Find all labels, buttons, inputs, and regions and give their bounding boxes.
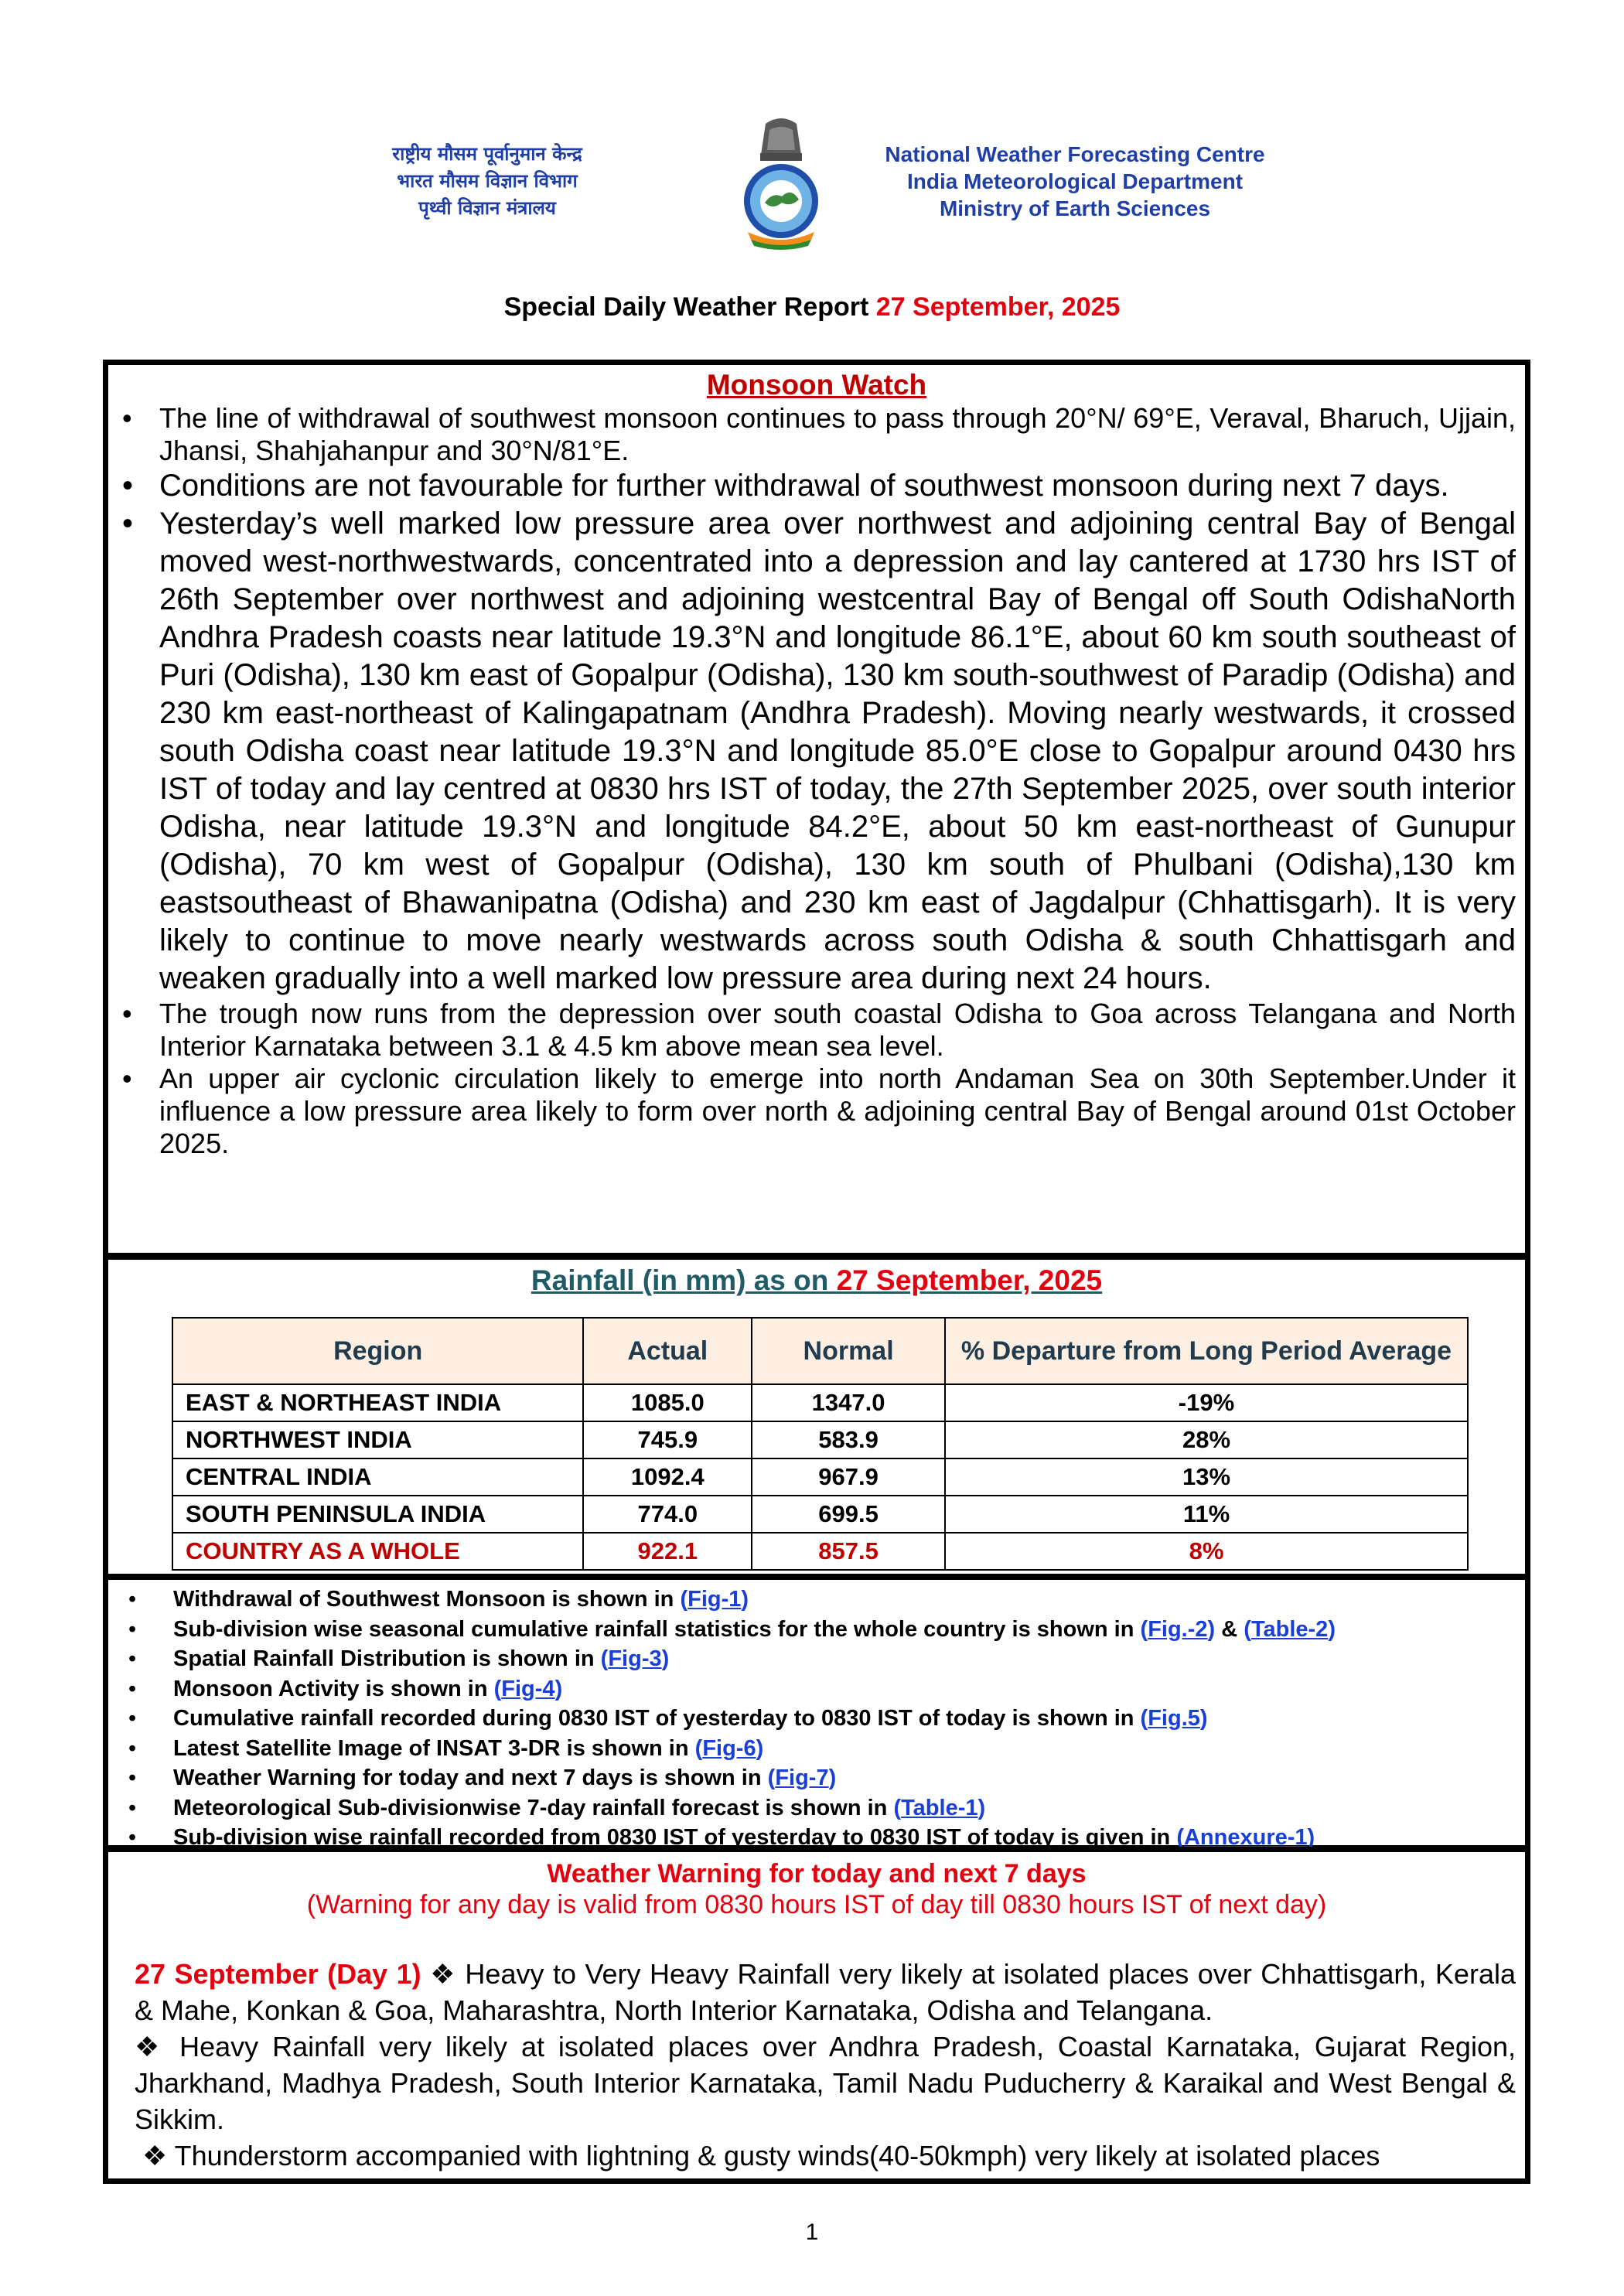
- region-cell: NORTHWEST INDIA: [172, 1421, 583, 1458]
- list-item: • Spatial Rainfall Distribution is shown in (Fig-3): [108, 1644, 1525, 1674]
- list-item: • Cumulative rainfall recorded during 0830 IST of yesterday to 0830 IST of today is shown in (Fig.5): [108, 1704, 1525, 1734]
- header-english-line-3: Ministry of Earth Sciences: [939, 196, 1211, 220]
- normal-cell: 857.5: [752, 1533, 945, 1570]
- actual-cell: 1085.0: [583, 1384, 752, 1421]
- fig-2-link[interactable]: Fig.-2: [1148, 1616, 1208, 1642]
- monsoon-watch-item: • An upper air cyclonic circulation likely to emerge into north Andaman Sea on 30th September.Under it influence a low pressure area likely to form over north & adjoining central Bay of Bengal around 01st October 2025.: [108, 1063, 1516, 1160]
- annexure-1-link[interactable]: Annexure-1: [1183, 1825, 1308, 1850]
- figure-links-section: [103, 1574, 1530, 1851]
- fig-6-link[interactable]: Fig-6: [702, 1735, 756, 1761]
- monsoon-watch-item: • Yesterday’s well marked low pressure area over northwest and adjoining central Bay of Bengal moved west-northwestwards, concentrated into a depression and lay cantered at 1730 hrs IST of 26th September over northwest and adjoining westcentral Bay of Bengal off South OdishaNorth Andhra Pradesh coasts near latitude 19.3°N and longitude 86.1°E, about 60 km south southeast of Puri (Odisha), 130 km east of Gopalpur (Odisha), 130 km south-southwest of Paradip (Odisha) and 230 km east-northeast of Kalingapatnam (Andhra Pradesh). Moving nearly westwards, it crossed south Odisha coast near latitude 19.3°N and longitude 85.0°E close to Gopalpur around 0430 hrs IST of today and lay centred at 0830 hrs IST of today, the 27th September 2025, over south interior Odisha, near latitude 19.3°N and longitude 84.2°E, about 50 km east-northeast of Gunupur (Odisha), 70 km west of Gopalpur (Odisha), 130 km south of Phulbani (Odisha),130 km eastsoutheast of Bhawanipatna (Odisha) and 230 km east of Jagdalpur (Chhattisgarh). It is very likely to continue to move nearly westwards across south Odisha & south Chhattisgarh and weaken gradually into a well marked low pressure area during next 24 hours.: [108, 505, 1516, 998]
- figure-link-text: Spatial Rainfall Distribution is shown in: [173, 1646, 601, 1671]
- figure-link-text: Withdrawal of Southwest Monsoon is shown in: [173, 1587, 681, 1612]
- region-cell: SOUTH PENINSULA INDIA: [172, 1496, 583, 1533]
- rainfall-title-date: 27 September, 2025: [836, 1264, 1103, 1296]
- header-english-line-1: National Weather Forecasting Centre: [885, 142, 1265, 166]
- monsoon-watch-section: [103, 360, 1530, 1258]
- departure-cell: 13%: [945, 1458, 1468, 1496]
- header-hindi-line-2: भारत मौसम विज्ञान विभाग: [397, 170, 578, 192]
- column-header: Normal: [752, 1318, 945, 1384]
- departure-cell: 11%: [945, 1496, 1468, 1533]
- weather-warning-subtitle: (Warning for any day is valid from 0830 hours IST of day till 0830 hours IST of next day): [306, 1890, 1327, 1919]
- warning-text: Heavy Rainfall very likely at isolated places over Andhra Pradesh, Coastal Karnataka, Gujarat Region, Jharkhand, Madhya Pradesh, South Interior Karnataka, Tamil Nadu Puducherry & Karaikal and West Bengal & Sikkim.: [135, 2031, 1516, 2135]
- report-title-prefix: Special Daily Weather Report: [503, 292, 876, 322]
- region-cell: EAST & NORTHEAST INDIA: [172, 1384, 583, 1421]
- figure-link-text: Latest Satellite Image of INSAT 3-DR is shown in: [173, 1735, 695, 1761]
- list-item: • Sub-division wise seasonal cumulative rainfall statistics for the whole country is shown in (Fig.-2) & (Table-2): [108, 1615, 1525, 1645]
- table-row: [172, 1496, 1468, 1533]
- warning-text: Heavy to Very Heavy Rainfall very likely at isolated places over Chhattisgarh, Kerala & Mahe, Konkan & Goa, Maharashtra, North Interior Karnataka, Odisha and Telangana.: [135, 1958, 1516, 2026]
- table-row: [172, 1458, 1468, 1496]
- warning-paragraph: [135, 1956, 1516, 2028]
- normal-cell: 583.9: [752, 1421, 945, 1458]
- region-cell: CENTRAL INDIA: [172, 1458, 583, 1496]
- weather-warning-section: [103, 1847, 1530, 2184]
- figure-link-text: Sub-division wise seasonal cumulative rainfall statistics for the whole country is shown in: [173, 1616, 1141, 1642]
- actual-cell: 922.1: [583, 1533, 752, 1570]
- header-english-block: [851, 141, 1299, 222]
- figure-link-text: Cumulative rainfall recorded during 0830 IST of yesterday to 0830 IST of today is shown in: [173, 1706, 1141, 1731]
- column-header: Region: [172, 1318, 583, 1384]
- header-hindi-line-1: राष्ट्रीय मौसम पूर्वानुमान केन्द्र: [392, 143, 582, 165]
- weather-warning-body: [135, 1956, 1516, 2174]
- monsoon-watch-item: • The line of withdrawal of southwest monsoon continues to pass through 20°N/ 69°E, Veraval, Bharuch, Ujjain, Jhansi, Shahjahanpur and 30°N/81°E.: [108, 402, 1516, 467]
- rainfall-table: [172, 1317, 1469, 1571]
- warning-day-label: 27 September (Day 1): [135, 1958, 421, 1990]
- list-item: • Weather Warning for today and next 7 days is shown in (Fig-7): [108, 1763, 1525, 1793]
- table-row: [172, 1421, 1468, 1458]
- column-header: Actual: [583, 1318, 752, 1384]
- rainfall-title-prefix: Rainfall (in mm) as on: [531, 1264, 837, 1296]
- monsoon-watch-item: • The trough now runs from the depression over south coastal Odisha to Goa across Telangana and North Interior Karnataka between 3.1 & 4.5 km above mean sea level.: [108, 998, 1516, 1063]
- monsoon-watch-list: [108, 402, 1525, 1160]
- diamond-bullet-icon: ❖: [142, 2140, 168, 2171]
- table-row: [172, 1384, 1468, 1421]
- fig-3-link[interactable]: Fig-3: [608, 1646, 662, 1671]
- warning-paragraph: [135, 2137, 1516, 2174]
- rainfall-table-header-row: [172, 1318, 1468, 1384]
- rainfall-section: [103, 1254, 1530, 1579]
- column-header: % Departure from Long Period Average: [945, 1318, 1468, 1384]
- table-2-link[interactable]: Table-2: [1250, 1616, 1329, 1642]
- rainfall-title: [108, 1264, 1525, 1297]
- normal-cell: 967.9: [752, 1458, 945, 1496]
- monsoon-watch-item: • Conditions are not favourable for further withdrawal of southwest monsoon during next 7 days.: [108, 467, 1516, 505]
- report-title-date: 27 September, 2025: [875, 292, 1121, 322]
- table-row-country-total: [172, 1533, 1468, 1570]
- actual-cell: 774.0: [583, 1496, 752, 1533]
- departure-cell: 8%: [945, 1533, 1468, 1570]
- departure-cell: -19%: [945, 1384, 1468, 1421]
- warning-text: Thunderstorm accompanied with lightning & gusty winds(40-50kmph) very likely at isolated places: [174, 2140, 1380, 2171]
- departure-cell: 28%: [945, 1421, 1468, 1458]
- figure-link-text: Weather Warning for today and next 7 days is shown in: [173, 1765, 768, 1790]
- list-item: • Latest Satellite Image of INSAT 3-DR is shown in (Fig-6): [108, 1734, 1525, 1764]
- fig-7-link[interactable]: Fig-7: [775, 1765, 829, 1790]
- figure-links-list: [108, 1585, 1525, 1853]
- header-hindi-line-3: पृथ्वी विज्ञान मंत्रालय: [418, 197, 556, 219]
- header-hindi-block: [333, 141, 642, 222]
- region-cell: COUNTRY AS A WHOLE: [172, 1533, 583, 1570]
- fig-5-link[interactable]: Fig.5: [1148, 1706, 1200, 1731]
- figure-link-text: Monsoon Activity is shown in: [173, 1676, 494, 1701]
- weather-warning-title: Weather Warning for today and next 7 days: [547, 1859, 1087, 1888]
- actual-cell: 1092.4: [583, 1458, 752, 1496]
- normal-cell: 1347.0: [752, 1384, 945, 1421]
- list-item: • Meteorological Sub-divisionwise 7-day rainfall forecast is shown in (Table-1): [108, 1793, 1525, 1823]
- header-english-line-2: India Meteorological Department: [906, 169, 1244, 193]
- fig-4-link[interactable]: Fig-4: [501, 1676, 555, 1701]
- diamond-bullet-icon: ❖: [135, 2031, 166, 2062]
- page-number: 1: [805, 2219, 819, 2245]
- monsoon-watch-title: Monsoon Watch: [706, 369, 927, 401]
- list-item: • Monsoon Activity is shown in (Fig-4): [108, 1674, 1525, 1704]
- diamond-bullet-icon: ❖: [430, 1958, 456, 1990]
- list-item: • Withdrawal of Southwest Monsoon is shown in (Fig-1): [108, 1585, 1525, 1615]
- table-1-link[interactable]: Table-1: [901, 1795, 978, 1820]
- warning-paragraph: [135, 2028, 1516, 2137]
- national-emblem-logo: [731, 116, 831, 251]
- figure-link-text: Meteorological Sub-divisionwise 7-day rainfall forecast is shown in: [173, 1795, 894, 1820]
- list-item: • Sub-division wise rainfall recorded from 0830 IST of yesterday to 0830 IST of today is given in (Annexure-1): [108, 1823, 1525, 1853]
- actual-cell: 745.9: [583, 1421, 752, 1458]
- fig-1-link[interactable]: Fig-1: [687, 1587, 742, 1612]
- normal-cell: 699.5: [752, 1496, 945, 1533]
- report-title: [0, 292, 1624, 322]
- figure-link-text: Sub-division wise rainfall recorded from 0830 IST of yesterday to 0830 IST of today is given in: [173, 1825, 1177, 1850]
